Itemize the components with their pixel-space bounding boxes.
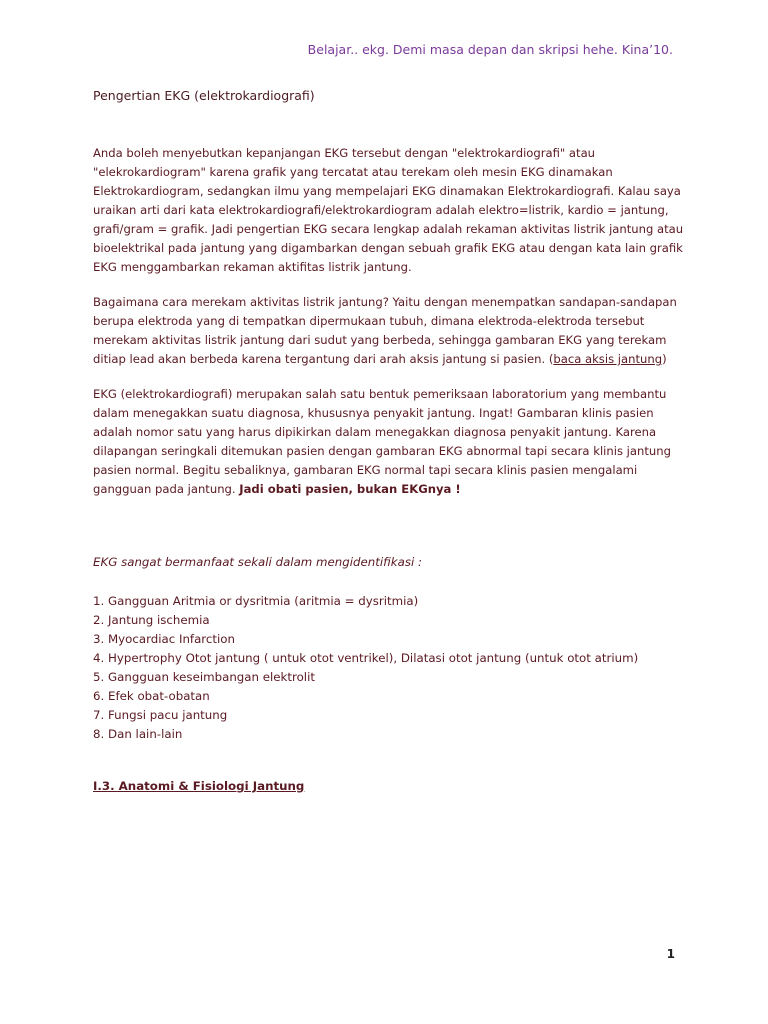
page-header: Belajar.. ekg. Demi masa depan dan skripsi hehe. Kina’10. xyxy=(307,42,673,57)
paragraph-diagnosis-emphasis: Jadi obati pasien, bukan EKGnya ! xyxy=(239,482,461,496)
list-item: 1. Gangguan Aritmia or dysritmia (aritmia = dysritmia) xyxy=(93,594,419,608)
paragraph-recording xyxy=(93,293,693,369)
list-item: 3. Myocardiac Infarction xyxy=(93,632,235,646)
list-item: 7. Fungsi pacu jantung xyxy=(93,708,228,722)
paragraph-recording-end: ) xyxy=(662,352,667,366)
list-item: 4. Hypertrophy Otot jantung ( untuk otot ventrikel), Dilatasi otot jantung (untuk otot atrium) xyxy=(93,651,639,665)
list-item: 6. Efek obat-obatan xyxy=(93,689,210,703)
list-item: 5. Gangguan keseimbangan elektrolit xyxy=(93,670,315,684)
list-item: 8. Dan lain-lain xyxy=(93,727,183,741)
paragraph-definition: Anda boleh menyebutkan kepanjangan EKG tersebut dengan "elektrokardiografi" atau "elekrokardiogram" karena grafik yang tercatat atau terekam oleh mesin EKG dinamakan Elektrokardiogram, sedangkan ilmu yang mempelajari EKG dinamakan Elektrokardiografi. Kalau saya uraikan arti dari kata elektrokardiografi/elektrokardiogram adalah elektro=listrik, kardio = jantung, grafi/gram = grafik. Jadi pengertian EKG secara lengkap adalah rekaman aktivitas listrik jantung atau bioelektrikal pada jantung yang digambarkan dengan sebuah grafik EKG atau dengan kata lain grafik EKG menggambarkan rekaman aktifitas listrik jantung. xyxy=(93,146,684,274)
paragraph-diagnosis-text: EKG (elektrokardiografi) merupakan salah satu bentuk pemeriksaan laboratorium yang membantu dalam menegakkan suatu diagnosa, khususnya penyakit jantung. Ingat! Gambaran klinis pasien adalah nomor satu yang harus dipikirkan dalam menegakkan diagnosa penyakit jantung. Karena dilapangan seringkali ditemukan pasien dengan gambaran EKG abnormal tapi secara klinis jantung pasien normal. Begitu sebaliknya, gambaran EKG normal tapi secara klinis pasien mengalami gangguan pada jantung. xyxy=(93,387,671,496)
page-title: Pengertian EKG (elektrokardiografi) xyxy=(93,88,315,103)
aksis-jantung-link[interactable]: baca aksis jantung xyxy=(553,352,663,366)
section-heading: I.3. Anatomi & Fisiologi Jantung xyxy=(93,779,305,793)
list-intro: EKG sangat bermanfaat sekali dalam mengidentifikasi : xyxy=(93,555,422,569)
paragraph-diagnosis xyxy=(93,385,693,499)
paragraph-recording-text: Bagaimana cara merekam aktivitas listrik jantung? Yaitu dengan menempatkan sandapan-sandapan berupa elektroda yang di tempatkan dipermukaan tubuh, dimana elektroda-elektroda tersebut merekam aktivitas listrik jantung dari sudut yang berbeda, sehingga gambaran EKG yang terekam ditiap lead akan berbeda karena tergantung dari arah aksis jantung si pasien. ( xyxy=(93,295,677,366)
benefits-list xyxy=(93,592,638,744)
list-item: 2. Jantung ischemia xyxy=(93,613,210,627)
page-number: 1 xyxy=(666,947,675,961)
